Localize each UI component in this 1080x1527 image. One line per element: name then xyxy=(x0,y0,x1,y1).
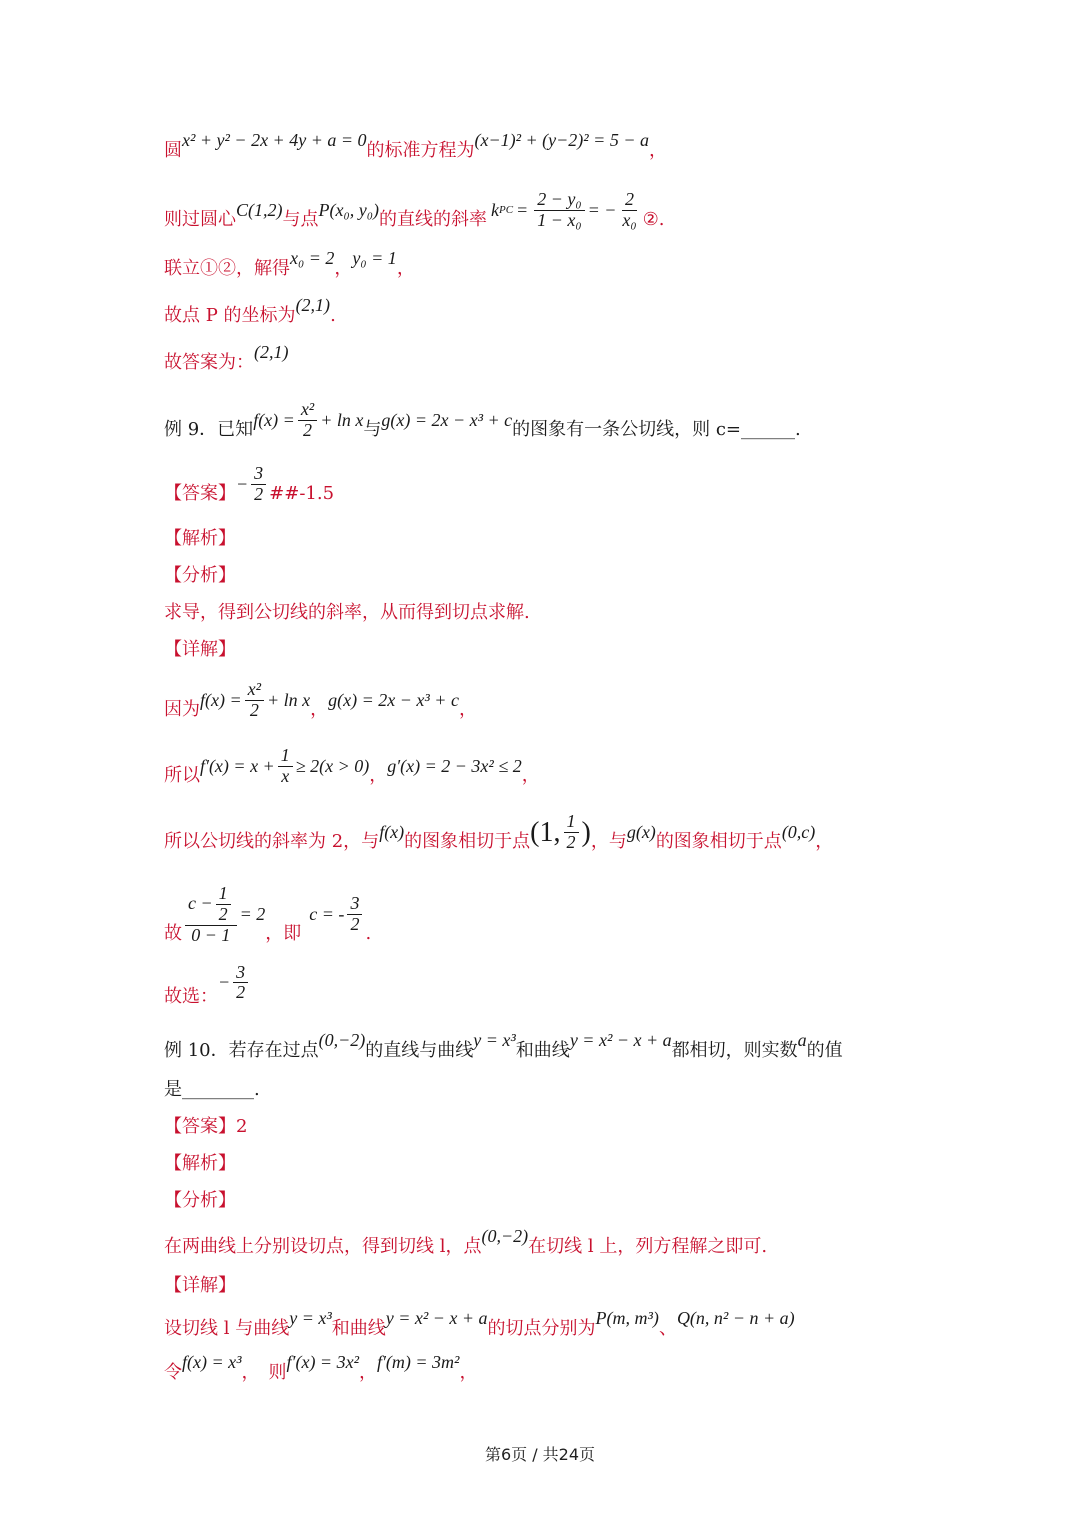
fenxi-label: 【分析】 xyxy=(164,565,236,586)
minus: − xyxy=(236,473,249,494)
xiangjie-header xyxy=(164,639,930,661)
fraction xyxy=(347,894,362,935)
answer-label: 【答案】 xyxy=(164,1116,236,1137)
formula: y = x² − x + a xyxy=(385,1308,488,1328)
formula-part: + ln x xyxy=(267,689,311,710)
text: ， xyxy=(521,764,540,786)
fraction xyxy=(278,746,293,787)
denominator: 2 xyxy=(350,914,360,935)
text: ②. xyxy=(642,208,665,230)
formula: g′(x) = 2 − 3x² ≤ 2 xyxy=(387,755,522,776)
formula: (x−1)² + (y−2)² = 5 − a xyxy=(474,130,649,150)
formula: f(x) = x³ xyxy=(182,1352,242,1372)
denominator: 1 − x₀ xyxy=(537,209,582,230)
formula xyxy=(200,680,310,721)
denominator: 2 xyxy=(236,982,246,1003)
fraction xyxy=(619,190,639,231)
formula: f(x) xyxy=(379,821,405,842)
formula: x₀ = 2 xyxy=(290,248,335,268)
text: ， xyxy=(310,698,329,720)
formula-part: c − xyxy=(188,893,213,914)
fenxi-label: 【分析】 xyxy=(164,1190,236,1211)
fraction xyxy=(233,963,248,1004)
text: 的值 xyxy=(806,1040,843,1061)
xiangjie-header-10 xyxy=(164,1275,930,1297)
formula: g(x) xyxy=(626,821,656,842)
page-footer: 第6页 / 共24页 xyxy=(484,1445,596,1464)
line-slope xyxy=(164,190,930,231)
text: 故 xyxy=(164,922,182,944)
equals: = − xyxy=(587,199,617,220)
numerator: 3 xyxy=(347,894,362,915)
text: 因为 xyxy=(164,698,200,720)
fenxi-header-10 xyxy=(164,1190,930,1212)
analysis-header xyxy=(164,528,930,550)
text: 令 xyxy=(164,1362,182,1383)
fraction xyxy=(245,680,264,721)
text: 的直线的斜率 xyxy=(378,208,487,230)
formula: y₀ = 1 xyxy=(352,248,397,268)
formula xyxy=(491,190,643,231)
text: 与 xyxy=(363,418,382,440)
text: 的标准方程为 xyxy=(366,140,475,161)
xiangjie-label: 【详解】 xyxy=(164,1275,236,1296)
text: 和曲线 xyxy=(515,1040,570,1061)
denominator: 2 xyxy=(249,699,259,720)
text: ， xyxy=(648,140,667,161)
jiexi-label: 【解析】 xyxy=(164,528,236,549)
formula: (2,1) xyxy=(295,295,331,315)
denominator: 2 xyxy=(303,419,312,440)
text: 和曲线 xyxy=(331,1318,386,1339)
formula-part: f(x) = xyxy=(200,689,242,710)
text: 设切线 l 与曲线 xyxy=(164,1318,290,1339)
fraction xyxy=(251,464,266,505)
denominator: x xyxy=(281,765,290,786)
jiexi-label: 【解析】 xyxy=(164,1153,236,1174)
example-10 xyxy=(164,1030,930,1062)
text: 的切点分别为 xyxy=(487,1318,596,1339)
text: ，与 xyxy=(590,830,627,852)
text: 都相切，则实数 xyxy=(671,1040,798,1061)
formula: f′(x) = 3x² xyxy=(286,1352,359,1372)
text: 所以 xyxy=(164,764,200,786)
slope-subscript: PC xyxy=(498,203,514,216)
detail-line-3 xyxy=(164,812,930,853)
analysis-header-10 xyxy=(164,1153,930,1175)
formula: y = x³ xyxy=(473,1030,516,1050)
formula: y = x² − x + a xyxy=(569,1030,672,1050)
formula xyxy=(200,746,369,787)
text: 在切线 l 上，列方程解之即可. xyxy=(528,1236,768,1257)
line-answer-1 xyxy=(164,342,930,374)
numerator: 2 − y₀ xyxy=(534,190,584,211)
formula xyxy=(218,963,251,1004)
example-label: 例 9．已知 xyxy=(164,418,254,440)
detail10-line-1 xyxy=(164,1308,930,1340)
formula-part: ) xyxy=(581,816,591,848)
example-10-cont xyxy=(164,1079,930,1101)
detail-line-4 xyxy=(164,884,930,945)
formula: (2,1) xyxy=(254,342,289,362)
formula: f′(m) = 3m² xyxy=(376,1352,460,1372)
text: . xyxy=(365,922,372,944)
fraction xyxy=(185,884,237,945)
numerator xyxy=(185,884,237,926)
fenxi-text-9 xyxy=(164,602,930,624)
xiangjie-label: 【详解】 xyxy=(164,639,236,660)
numerator: 3 xyxy=(233,963,248,984)
detail-line-1 xyxy=(164,680,930,721)
formula: y = x³ xyxy=(289,1308,332,1328)
denominator: 0 − 1 xyxy=(191,924,231,945)
numerator: x² xyxy=(298,400,317,421)
formula-part: f(x) = xyxy=(253,409,295,430)
text: ，即 xyxy=(265,922,302,944)
numerator: 2 xyxy=(622,190,637,211)
denominator: 2 xyxy=(566,831,576,852)
example-label: 例 10．若存在过点 xyxy=(164,1040,319,1061)
numerator: 1 xyxy=(278,746,293,767)
text: ， xyxy=(396,258,415,279)
detail-line-5 xyxy=(164,961,930,1008)
formula: g(x) = 2x − x³ + c xyxy=(328,689,459,710)
numerator: 1 xyxy=(216,884,231,905)
text: 的图象相切于点 xyxy=(404,830,531,852)
formula-part: + ln x xyxy=(320,409,364,430)
text: ， xyxy=(458,698,477,720)
answer-alt: ##-1.5 xyxy=(269,482,335,504)
text: 联立①②，解得 xyxy=(164,258,290,279)
text: 故答案为： xyxy=(164,352,254,373)
text: 圆 xyxy=(164,140,182,161)
text: 的直线与曲线 xyxy=(365,1040,474,1061)
formula xyxy=(530,812,591,853)
text: 求导，得到公切线的斜率，从而得到切点求解. xyxy=(164,602,530,623)
text: ， xyxy=(369,764,388,786)
fraction xyxy=(564,812,579,853)
formula-part: c = - xyxy=(309,903,345,924)
example-9 xyxy=(164,400,930,441)
fenxi-header xyxy=(164,565,930,587)
slope-symbol: k xyxy=(490,199,499,220)
denominator: 2 xyxy=(218,903,228,924)
text: ， xyxy=(459,1362,478,1383)
text: ， xyxy=(358,1362,377,1383)
formula: a xyxy=(797,1030,807,1050)
detail-line-2 xyxy=(164,746,930,787)
formula: (0,−2) xyxy=(318,1030,366,1050)
text: ， xyxy=(815,830,834,852)
text: 故点 P 的坐标为 xyxy=(164,305,296,326)
formula: P(m, m³) xyxy=(595,1308,659,1328)
line-standard-equation xyxy=(164,130,930,162)
formula: Q(n, n² − n + a) xyxy=(676,1308,795,1328)
text: ， xyxy=(334,258,353,279)
answer-label: 【答案】 xyxy=(164,482,236,504)
denominator: x₀ xyxy=(622,209,637,230)
fenxi-text-10 xyxy=(164,1226,930,1258)
numerator: 1 xyxy=(564,812,579,833)
answer-value: 2 xyxy=(236,1116,248,1137)
text: ， 则 xyxy=(241,1362,287,1383)
text: 是________. xyxy=(164,1079,260,1100)
formula: P(x₀, y₀) xyxy=(318,199,379,220)
numerator: 3 xyxy=(251,464,266,485)
minus: − xyxy=(218,972,231,992)
fraction xyxy=(298,400,317,441)
formula: C(1,2) xyxy=(236,199,283,220)
numerator: x² xyxy=(245,680,264,701)
formula xyxy=(309,894,365,935)
text: 的图象相切于点 xyxy=(655,830,782,852)
formula: (0,−2) xyxy=(481,1226,529,1246)
text: . xyxy=(330,305,336,326)
text: 所以公切线的斜率为 2，与 xyxy=(164,830,380,852)
detail10-line-2 xyxy=(164,1352,930,1384)
text: 的图象有一条公切线，则 c=______. xyxy=(512,418,801,440)
text: 则过圆心 xyxy=(164,208,236,230)
formula: (0,c) xyxy=(781,821,816,842)
text: 与点 xyxy=(282,208,319,230)
denominator: 2 xyxy=(254,483,264,504)
fraction xyxy=(216,884,231,925)
formula-part: = 2 xyxy=(239,903,266,924)
line-point-p xyxy=(164,295,930,327)
equals: = xyxy=(516,199,529,220)
formula-part: f′(x) = x + xyxy=(200,755,275,776)
answer-10 xyxy=(164,1116,930,1138)
formula xyxy=(236,464,269,505)
answer-9 xyxy=(164,464,930,505)
formula: x² + y² − 2x + 4y + a = 0 xyxy=(182,130,367,150)
fraction xyxy=(534,190,584,231)
formula-part: (1, xyxy=(530,816,561,848)
line-solve xyxy=(164,248,930,280)
formula: g(x) = 2x − x³ + c xyxy=(381,409,513,430)
text: 故选： xyxy=(164,986,218,1007)
formula xyxy=(182,884,265,945)
text: 、 xyxy=(658,1318,677,1339)
formula-part: ≥ 2(x > 0) xyxy=(295,755,370,776)
text: 在两曲线上分别设切点，得到切线 l，点 xyxy=(164,1236,482,1257)
formula xyxy=(253,400,363,441)
